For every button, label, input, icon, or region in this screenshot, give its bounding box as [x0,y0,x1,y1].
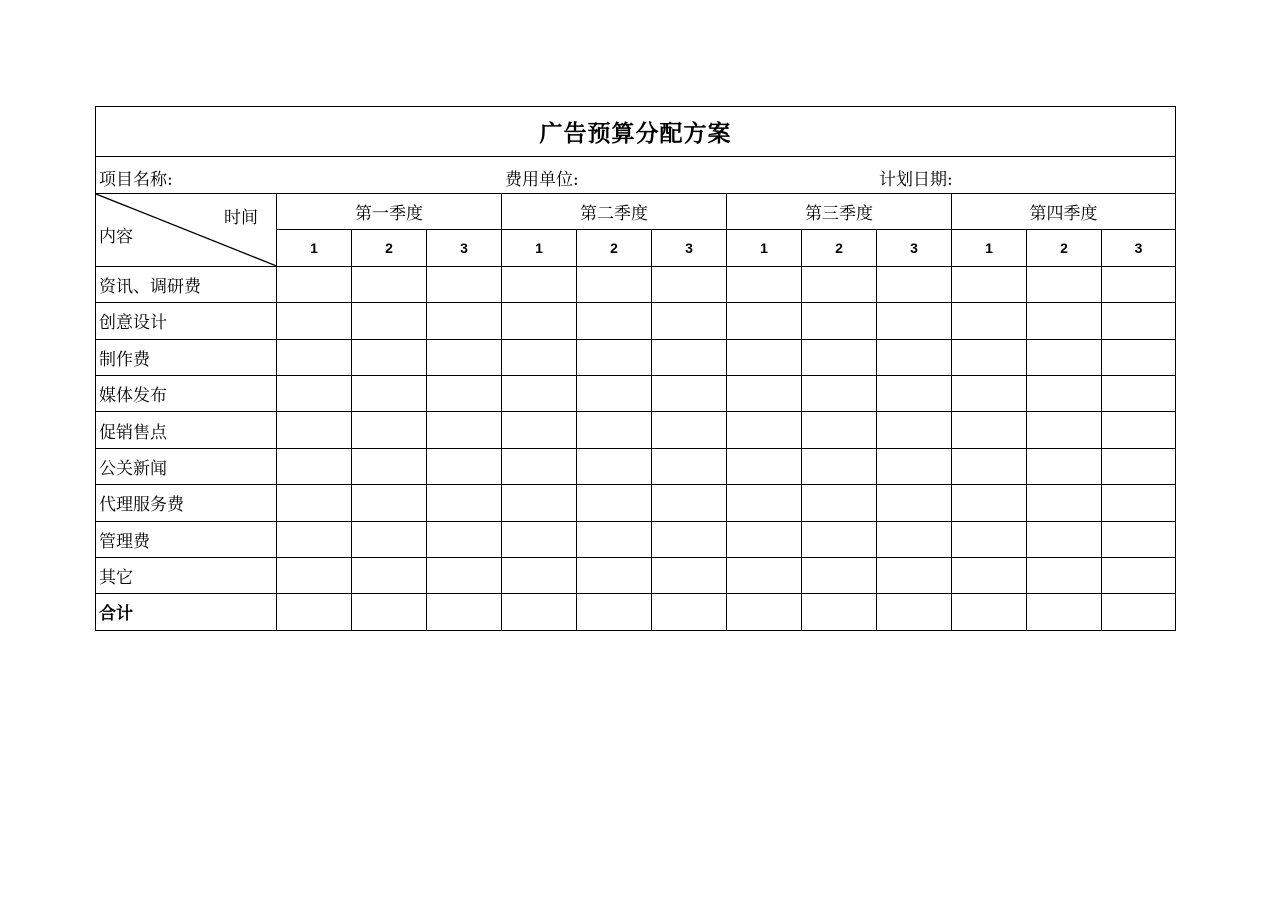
row-label: 其它 [96,557,277,593]
budget-cell[interactable] [277,521,352,557]
table-row [96,485,1176,521]
budget-cell[interactable] [952,412,1027,448]
budget-cell[interactable] [952,448,1027,484]
month-header-q4-m1: 1 [952,230,1027,266]
budget-cell[interactable] [802,412,877,448]
table-row [96,412,1176,448]
budget-cell[interactable] [1027,594,1102,630]
budget-cell[interactable] [1027,412,1102,448]
budget-cell[interactable] [802,375,877,411]
budget-cell[interactable] [952,594,1027,630]
title-row [96,107,1176,157]
budget-cell[interactable] [1102,594,1176,630]
budget-cell[interactable] [652,594,727,630]
row-label: 管理费 [96,521,277,557]
budget-cell[interactable] [652,412,727,448]
budget-cell[interactable] [352,339,427,375]
budget-cell[interactable] [727,557,802,593]
budget-cell[interactable] [802,557,877,593]
month-header-q1-m2: 2 [352,230,427,266]
info-cell [96,157,1176,194]
row-label: 合计 [96,594,277,630]
budget-cell[interactable] [502,557,577,593]
budget-cell[interactable] [277,485,352,521]
row-label: 促销售点 [96,412,277,448]
budget-cell[interactable] [727,448,802,484]
table-row [96,303,1176,339]
budget-cell[interactable] [952,485,1027,521]
budget-cell[interactable] [1102,557,1176,593]
budget-cell[interactable] [802,303,877,339]
page-title: 广告预算分配方案 [96,107,1176,157]
row-label: 资讯、调研费 [96,266,277,302]
budget-cell[interactable] [802,266,877,302]
budget-cell[interactable] [1027,266,1102,302]
budget-cell[interactable] [352,485,427,521]
row-label: 代理服务费 [96,485,277,521]
month-header-q3-m2: 2 [802,230,877,266]
diagonal-header-cell [96,194,277,267]
budget-cell[interactable] [802,594,877,630]
budget-cell[interactable] [577,557,652,593]
budget-cell[interactable] [652,485,727,521]
table-row [96,339,1176,375]
table-row [96,594,1176,630]
budget-cell[interactable] [577,448,652,484]
month-header-q4-m2: 2 [1027,230,1102,266]
budget-cell[interactable] [652,521,727,557]
budget-cell[interactable] [427,448,502,484]
budget-cell[interactable] [802,485,877,521]
budget-cell[interactable] [1102,412,1176,448]
budget-cell[interactable] [877,412,952,448]
budget-cell[interactable] [1027,339,1102,375]
row-label: 公关新闻 [96,448,277,484]
budget-cell[interactable] [277,557,352,593]
budget-cell[interactable] [727,521,802,557]
budget-cell[interactable] [352,448,427,484]
budget-cell[interactable] [427,303,502,339]
budget-cell[interactable] [277,448,352,484]
budget-cell[interactable] [727,303,802,339]
month-header-q2-m3: 3 [652,230,727,266]
table-row [96,557,1176,593]
budget-cell[interactable] [352,266,427,302]
budget-cell[interactable] [877,521,952,557]
budget-cell[interactable] [952,521,1027,557]
budget-cell[interactable] [352,594,427,630]
budget-cell[interactable] [727,339,802,375]
month-header-q4-m3: 3 [1102,230,1176,266]
quarter-header-q2: 第二季度 [502,194,727,230]
budget-cell[interactable] [577,375,652,411]
budget-cell[interactable] [727,412,802,448]
budget-cell[interactable] [427,521,502,557]
quarter-header-q4: 第四季度 [952,194,1176,230]
quarter-header-row [96,194,1176,230]
quarter-header-q3: 第三季度 [727,194,952,230]
table-row [96,375,1176,411]
diag-time-label: 时间 [224,208,258,228]
budget-cell[interactable] [577,485,652,521]
budget-cell[interactable] [1027,375,1102,411]
table-row [96,521,1176,557]
budget-cell[interactable] [502,485,577,521]
budget-cell[interactable] [277,339,352,375]
budget-cell[interactable] [877,339,952,375]
budget-cell[interactable] [1027,521,1102,557]
budget-cell[interactable] [502,375,577,411]
budget-cell[interactable] [577,412,652,448]
row-label: 制作费 [96,339,277,375]
budget-cell[interactable] [277,594,352,630]
month-header-q1-m3: 3 [427,230,502,266]
budget-cell[interactable] [802,521,877,557]
budget-cell[interactable] [727,594,802,630]
budget-cell[interactable] [1027,448,1102,484]
budget-cell[interactable] [877,448,952,484]
budget-cell[interactable] [427,375,502,411]
budget-cell[interactable] [877,594,952,630]
budget-cell[interactable] [1027,557,1102,593]
budget-cell[interactable] [502,303,577,339]
table-row [96,448,1176,484]
budget-cell[interactable] [877,375,952,411]
budget-cell[interactable] [952,303,1027,339]
budget-cell[interactable] [877,303,952,339]
budget-cell[interactable] [1102,339,1176,375]
budget-cell[interactable] [502,266,577,302]
budget-cell[interactable] [1102,266,1176,302]
budget-cell[interactable] [877,557,952,593]
budget-cell[interactable] [652,448,727,484]
budget-cell[interactable] [727,485,802,521]
budget-cell[interactable] [1102,303,1176,339]
budget-cell[interactable] [952,557,1027,593]
budget-cell[interactable] [877,485,952,521]
budget-cell[interactable] [277,412,352,448]
budget-cell[interactable] [952,375,1027,411]
month-header-q2-m2: 2 [577,230,652,266]
plan-date-label: 计划日期: [879,170,953,190]
budget-cell[interactable] [577,339,652,375]
month-header-q1-m1: 1 [277,230,352,266]
month-header-q3-m3: 3 [877,230,952,266]
budget-cell[interactable] [277,375,352,411]
budget-cell[interactable] [1102,448,1176,484]
month-header-q3-m1: 1 [727,230,802,266]
budget-cell[interactable] [652,375,727,411]
budget-cell[interactable] [652,557,727,593]
budget-cell[interactable] [577,303,652,339]
budget-cell[interactable] [727,266,802,302]
budget-cell[interactable] [1102,375,1176,411]
budget-cell[interactable] [577,594,652,630]
budget-cell[interactable] [502,594,577,630]
budget-cell[interactable] [1027,485,1102,521]
budget-cell[interactable] [427,339,502,375]
diag-content-label: 内容 [99,227,133,247]
budget-cell[interactable] [1102,521,1176,557]
budget-cell[interactable] [427,266,502,302]
row-label: 媒体发布 [96,375,277,411]
budget-cell[interactable] [952,339,1027,375]
budget-cell[interactable] [652,266,727,302]
budget-cell[interactable] [652,303,727,339]
budget-cell[interactable] [727,375,802,411]
budget-cell[interactable] [352,375,427,411]
budget-cell[interactable] [577,521,652,557]
budget-cell[interactable] [502,448,577,484]
budget-cell[interactable] [427,485,502,521]
budget-cell[interactable] [352,521,427,557]
budget-cell[interactable] [427,594,502,630]
budget-cell[interactable] [652,339,727,375]
budget-cell[interactable] [952,266,1027,302]
budget-table [95,106,1176,631]
budget-cell[interactable] [277,303,352,339]
budget-cell[interactable] [877,266,952,302]
budget-cell[interactable] [1102,485,1176,521]
budget-cell[interactable] [802,339,877,375]
budget-cell[interactable] [1027,303,1102,339]
budget-cell[interactable] [352,412,427,448]
project-name-label: 项目名称: [99,170,173,190]
budget-cell[interactable] [502,412,577,448]
budget-cell[interactable] [502,339,577,375]
budget-cell[interactable] [352,557,427,593]
info-row [96,157,1176,194]
quarter-header-q1: 第一季度 [277,194,502,230]
budget-cell[interactable] [277,266,352,302]
budget-cell[interactable] [427,412,502,448]
cost-unit-label: 费用单位: [505,170,579,190]
budget-cell[interactable] [577,266,652,302]
row-label: 创意设计 [96,303,277,339]
budget-cell[interactable] [802,448,877,484]
budget-cell[interactable] [352,303,427,339]
budget-cell[interactable] [502,521,577,557]
budget-cell[interactable] [427,557,502,593]
month-header-q2-m1: 1 [502,230,577,266]
table-row [96,266,1176,302]
